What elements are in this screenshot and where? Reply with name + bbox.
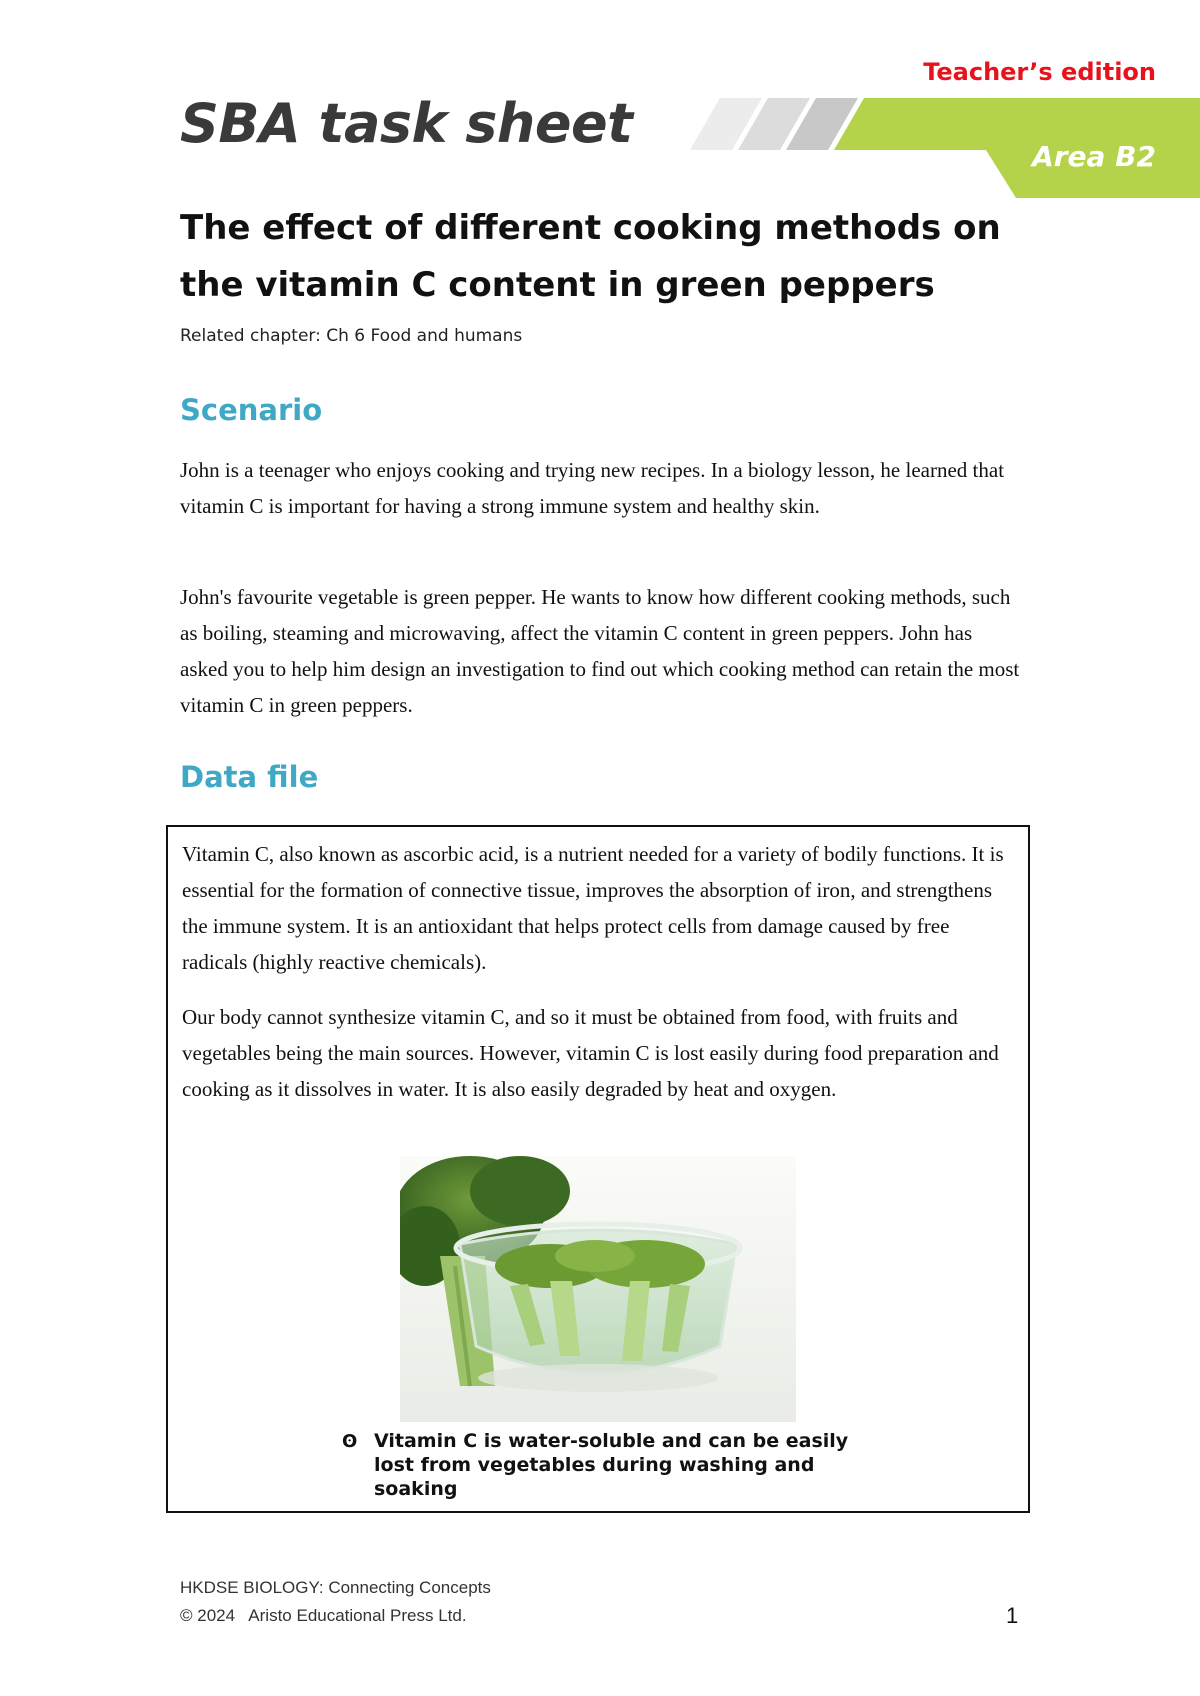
footer-series: HKDSE BIOLOGY: Connecting Concepts xyxy=(180,1578,491,1597)
broccoli-bowl-photo xyxy=(400,1156,796,1422)
data-file-paragraph: Vitamin C, also known as ascorbic acid, is a nutrient needed for a variety of bodily functions. It is essential for the formation of connective tissue, improves the absorption of iron, and strengthens the immune system. It is an antioxidant that helps protect cells from damage caused by free radicals (highly reactive chemicals). xyxy=(182,842,1004,974)
teacher-edition-label: Teacher’s edition xyxy=(923,58,1156,86)
data-file-box xyxy=(166,825,1030,1513)
area-label: Area B2 xyxy=(1032,140,1156,173)
scenario-paragraph: John is a teenager who enjoys cooking and trying new recipes. In a biology lesson, he learned that vitamin C is important for having a strong immune system and healthy skin. xyxy=(180,458,1005,518)
data-file-heading: Data file xyxy=(180,760,319,794)
caption-text: Vitamin C is water-soluble and can be easily lost from vegetables during washing and soaking xyxy=(374,1430,849,1500)
related-chapter: Related chapter: Ch 6 Food and humans xyxy=(180,326,523,346)
data-file-paragraph: Our body cannot synthesize vitamin C, and so it must be obtained from food, with fruits and vegetables being the main sources. However, vitamin C is lost easily during food preparation and cooking as it dissolves in water. It is also easily degraded by heat and oxygen. xyxy=(182,1005,999,1101)
footer-copyright: © 2024 Aristo Educational Press Ltd. xyxy=(180,1606,467,1625)
page-number: 1 xyxy=(1006,1603,1019,1628)
main-heading: The effect of different cooking methods on the vitamin C content in green peppers xyxy=(180,208,1001,305)
caption-marker-icon: ʘ xyxy=(342,1431,358,1452)
sheet-title: SBA task sheet xyxy=(180,92,633,155)
scenario-heading: Scenario xyxy=(180,393,323,427)
scenario-paragraph: John's favourite vegetable is green pepper. He wants to know how different cooking methods, such as boiling, steaming and microwaving, affect the vitamin C content in green peppers. John has asked you to help him design an investigation to find out which cooking method can retain the most vitamin C in green peppers. xyxy=(180,585,1020,717)
